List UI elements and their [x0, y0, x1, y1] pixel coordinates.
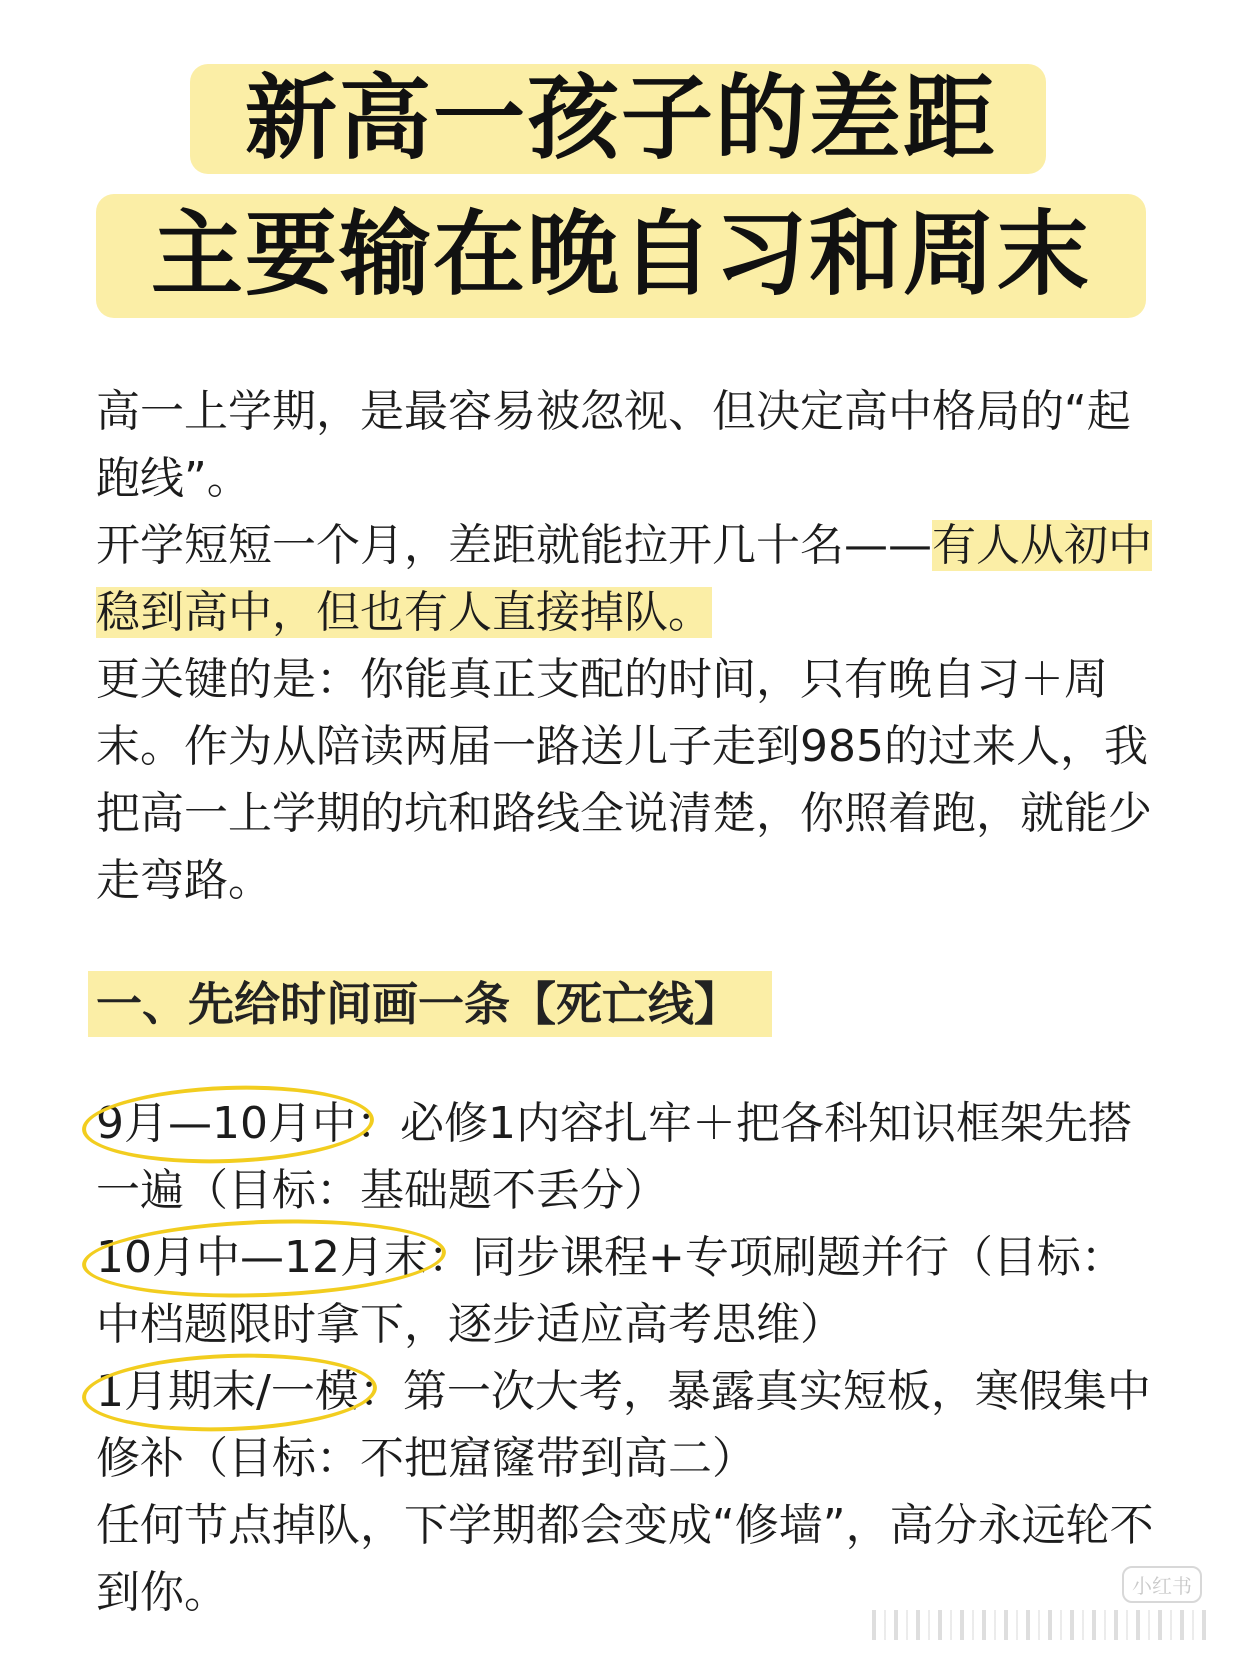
- timeline-desc-2: ：同步课程+专项刷题并行（目标：中档题限时拿下，逐步适应高考思维）: [96, 1232, 1125, 1350]
- intro-paragraph-2: [96, 512, 1156, 646]
- circle-mark: [81, 1214, 447, 1304]
- circle-mark: [81, 1081, 375, 1168]
- circle-mark: [81, 1349, 378, 1436]
- watermark-logo: 小红书: [1122, 1566, 1202, 1603]
- intro-p2-highlight: 有人从初中稳到高中，但也有人直接掉队。: [96, 520, 1152, 638]
- timeline-desc-1: ：必修1内容扎牢＋把各科知识框架先搭一遍（目标：基础题不丢分）: [96, 1098, 1132, 1216]
- intro-paragraph-3: 更关键的是：你能真正支配的时间，只有晚自习＋周末。作为从陪读两届一路送儿子走到985的过来人，我把高一上学期的坑和路线全说清楚，你照着跑，就能少走弯路。: [96, 654, 1152, 906]
- timeline-period-3: 1月期末/一模: [96, 1358, 359, 1425]
- barcode-decoration: [872, 1610, 1212, 1640]
- section-heading: 一、先给时间画一条【死亡线】: [88, 971, 772, 1037]
- title-line-2: 主要输在晚自习和周末: [150, 201, 1091, 308]
- timeline-item-1: [96, 1090, 1156, 1224]
- title-line-1: 新高一孩子的差距: [244, 65, 997, 172]
- intro-text: [96, 378, 1156, 914]
- intro-paragraph-1: 高一上学期，是最容易被忽视、但决定高中格局的“起跑线”。: [96, 386, 1131, 504]
- timeline-text: [96, 1090, 1156, 1626]
- timeline-item-2: [96, 1224, 1156, 1358]
- timeline-closing: 任何节点掉队，下学期都会变成“修墙”，高分永远轮不到你。: [96, 1500, 1154, 1618]
- timeline-period-1: 9月—10月中: [96, 1090, 356, 1157]
- timeline-desc-3: ：第一次大考，暴露真实短板，寒假集中修补（目标：不把窟窿带到高二）: [96, 1366, 1151, 1484]
- timeline-period-2: 10月中—12月末: [96, 1224, 428, 1291]
- timeline-item-3: [96, 1358, 1156, 1492]
- intro-p2-text: 开学短短一个月，差距就能拉开几十名——: [96, 520, 932, 571]
